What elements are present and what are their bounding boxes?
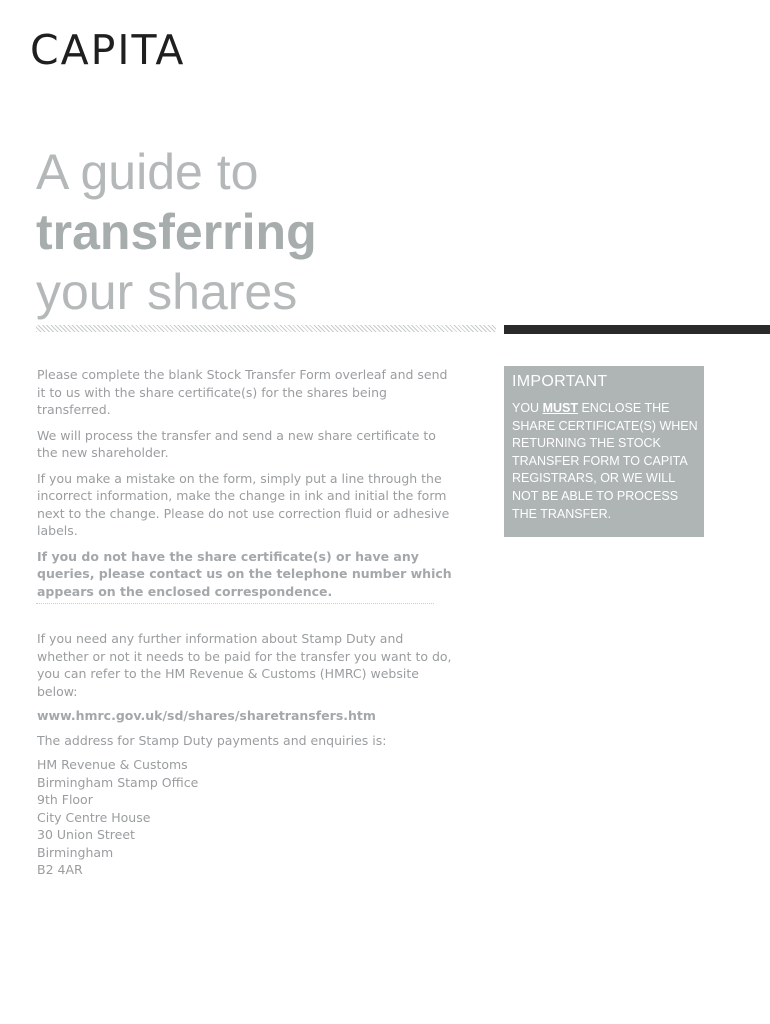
address-line: Birmingham [37,844,114,860]
must-emphasis: MUST [542,401,578,415]
title-line-3: your shares [36,264,298,320]
intro-paragraph: If you make a mistake on the form, simply put a line through the incorrect information, make the change in ink and initial the form next to the change. Please do not use correction fluid or adhesive labels. [37,470,450,538]
address-line: HM Revenue & Customs [37,757,188,772]
dotted-divider [36,603,434,604]
intro-paragraph: Please complete the blank Stock Transfer Form overleaf and send it to us with the share certificate(s) for the shares being transferred. [37,367,448,417]
address-line: Birmingham Stamp Office [37,774,199,790]
important-body [512,400,700,523]
title-line-1: A guide to [36,144,259,200]
important-heading: IMPORTANT [512,373,608,390]
stamp-duty-section [37,630,457,879]
address-line: B2 4AR [37,862,83,877]
intro-paragraph: We will process the transfer and send a new share certificate to the new shareholder. [37,427,436,460]
stamp-duty-paragraph: If you need any further information about Stamp Duty and whether or not it needs to be paid for the transfer you want to do, you can refer to the HM Revenue & Customs (HMRC) website below: [37,631,452,699]
important-text: ENCLOSE THE SHARE CERTIFICATE(S) WHEN RETURNING THE STOCK TRANSFER FORM TO CAPITA REGISTRARS, OR WE WILL NOT BE ABLE TO PROCESS THE TRANSFER. [512,401,698,521]
page-title [36,142,317,322]
contact-notice: If you do not have the share certificate(s) or have any queries, please contact us on the telephone number which appears on the enclosed correspondence. [37,548,452,599]
capita-logo: CAPITA [30,26,186,74]
address-intro: The address for Stamp Duty payments and enquiries is: [37,732,387,748]
important-text: YOU [512,401,543,415]
important-notice-box [504,366,704,537]
hmrc-link[interactable]: www.hmrc.gov.uk/sd/shares/sharetransfers.htm [37,708,376,723]
address-line: 30 Union Street [37,827,135,842]
title-line-2: transferring [36,204,317,260]
address-line: City Centre House [37,809,151,825]
hatched-divider [36,325,496,332]
intro-section [37,366,457,608]
dark-divider-bar [504,325,770,334]
postal-address [37,756,457,879]
address-line: 9th Floor [37,792,93,807]
